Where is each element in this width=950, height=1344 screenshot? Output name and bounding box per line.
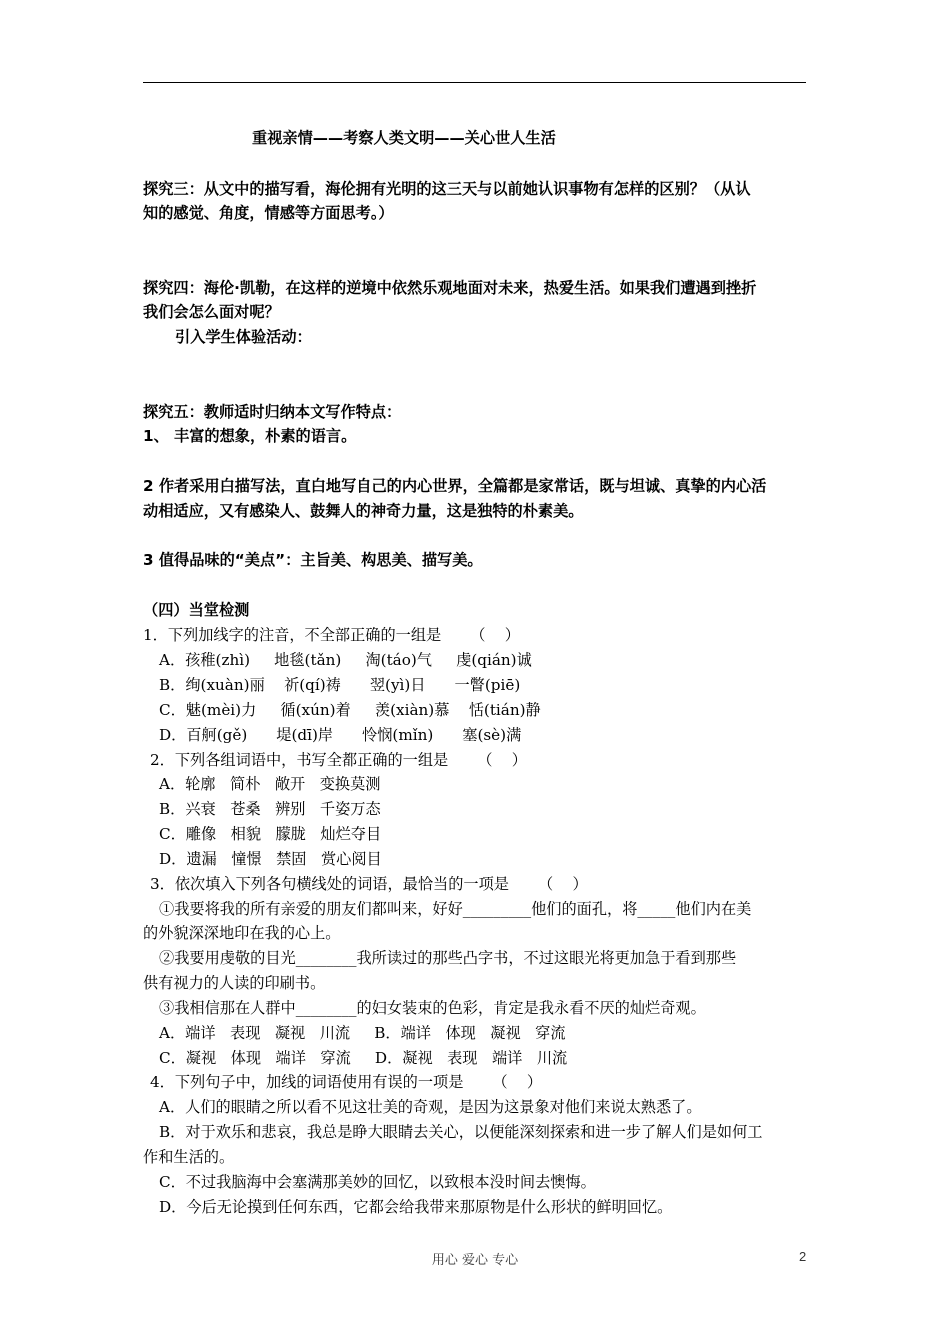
q2-option-b: B．兴衰 苍桑 辨别 千姿万态 [159,800,381,818]
q4-option-b-line1: B．对于欢乐和悲哀，我总是睁大眼睛去关心，以便能深刻探索和进一步了解人们是如何工 [159,1123,763,1141]
explore4-line1: 探究四：海伦·凯勒，在这样的逆境中依然乐观地面对未来，热爱生活。如果我们遭遇到挫折 [143,279,757,297]
q2-option-c: C．雕像 相貌 朦胧 灿烂夺目 [159,825,382,843]
explore4-line2: 我们会怎么面对呢？ [143,303,280,321]
test-heading: （四）当堂检测 [143,601,250,619]
explore4-activity: 引入学生体验活动： [175,328,312,346]
explore5-point3: 3 值得品味的“美点”：主旨美、构思美、描写美。 [143,551,483,569]
q3-sentence1-line2: 的外貌深深地印在我的心上。 [143,924,341,942]
q3-sentence1-line1: ①我要将我的所有亲爱的朋友们都叫来，好好_________他们的面孔，将_____他们内在美 [159,900,752,918]
q1-option-d: D．百舸(gě) 堤(dī)岸 怜悯(mǐn) 塞(sè)满 [159,726,522,744]
q3-options-ab: A．端详 表现 凝视 川流 B．端详 体现 凝视 穿流 [159,1024,566,1042]
explore3-line2: 知的感觉、角度，情感等方面思考。） [143,204,394,222]
q2-option-d: D．遗漏 憧憬 禁固 赏心阅目 [159,850,382,868]
page-number: 2 [799,1249,807,1264]
q2-stem: 2．下列各组词语中，书写全都正确的一组是 （ ） [150,751,527,769]
explore5-point2-line1: 2 作者采用白描写法，直白地写自己的内心世界，全篇都是家常话，既与坦诚、真挚的内心活 [143,477,767,495]
q3-sentence3: ③我相信那在人群中________的妇女装束的色彩，肯定是我永看不厌的灿烂奇观。 [159,999,706,1017]
q3-sentence2-line2: 供有视力的人读的印刷书。 [143,974,326,992]
q1-stem: 1．下列加线字的注音，不全部正确的一组是 （ ） [143,626,520,644]
page-title: 重视亲情——考察人类文明——关心世人生活 [252,129,556,147]
q1-option-c: C．魅(mèi)力 循(xún)着 羡(xiàn)慕 恬(tián)静 [159,701,541,719]
explore5-point1: 1、 丰富的想象，朴素的语言。 [143,427,357,445]
q2-option-a: A．轮廓 简朴 敞开 变换莫测 [159,775,381,793]
q4-option-a: A．人们的眼睛之所以看不见这壮美的奇观，是因为这景象对他们来说太熟悉了。 [159,1098,702,1116]
q4-stem: 4．下列句子中，加线的词语使用有误的一项是 （ ） [150,1073,543,1091]
explore5-point2-line2: 动相适应，又有感染人、鼓舞人的神奇力量，这是独特的朴素美。 [143,502,584,520]
q4-option-c: C．不过我脑海中会塞满那美妙的回忆，以致根本没时间去懊悔。 [159,1173,596,1191]
header-rule [143,82,806,83]
footer-text: 用心 爱心 专心 [431,1253,519,1268]
q1-option-a: A．孩稚(zhì) 地毯(tǎn) 淘(táo)气 虔(qián)诚 [159,651,532,669]
explore5-heading: 探究五：教师适时归纳本文写作特点： [143,403,402,421]
q4-option-d: D．今后无论摸到任何东西，它都会给我带来那原物是什么形状的鲜明回忆。 [159,1198,673,1216]
explore3-line1: 探究三：从文中的描写看，海伦拥有光明的这三天与以前她认识事物有怎样的区别？（从认 [143,180,751,198]
q1-option-b: B．绚(xuàn)丽 祈(qí)祷 翌(yì)日 一瞥(piē) [159,676,521,694]
q3-options-cd: C．凝视 体现 端详 穿流 D．凝视 表现 端详 川流 [159,1049,568,1067]
q3-stem: 3．依次填入下列各句横线处的词语，最恰当的一项是 （ ） [150,875,588,893]
q3-sentence2-line1: ②我要用虔敬的目光________我所读过的那些凸字书，不过这眼光将更加急于看到那些 [159,949,737,967]
q4-option-b-line2: 作和生活的。 [143,1148,235,1166]
